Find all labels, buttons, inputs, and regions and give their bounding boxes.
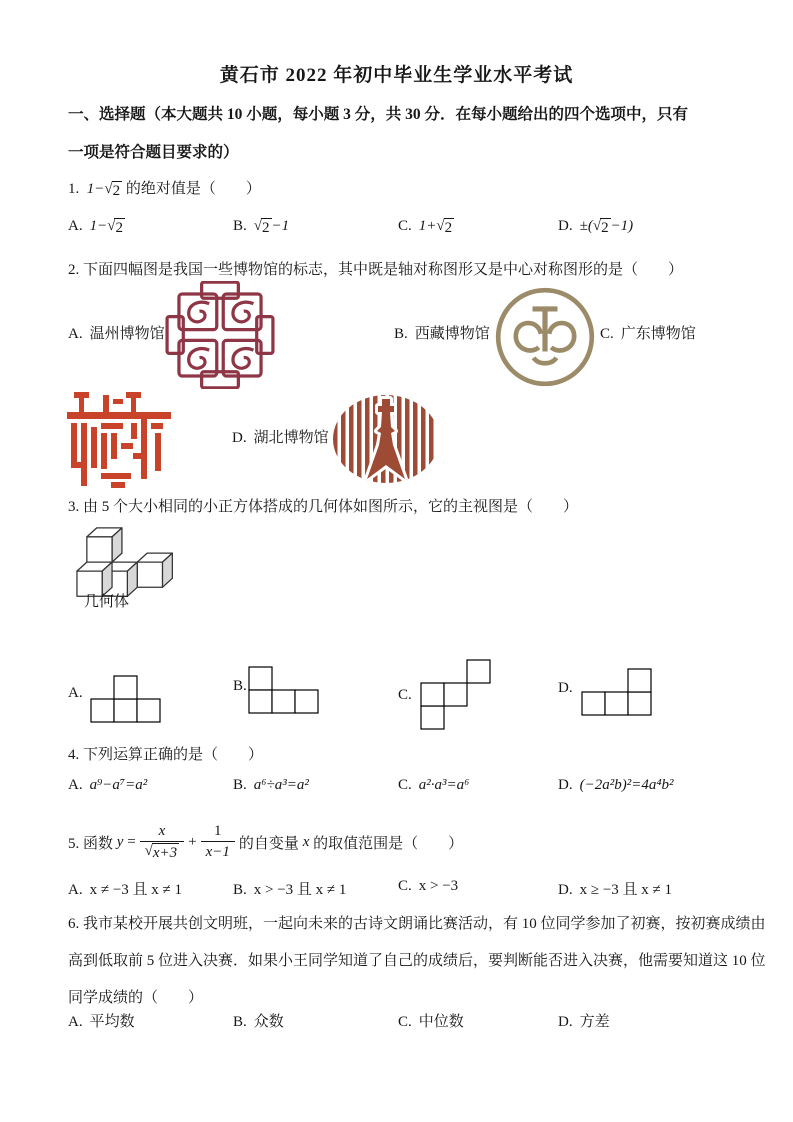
cube-figure-label: 几何体 bbox=[84, 594, 130, 610]
question-5-stem: 5. 函数 y = x √ x+3 + $\frac{1}{x-1}$ 的自变量 x 的取值范围是（ ） bbox=[68, 823, 464, 861]
q3-net-d bbox=[581, 668, 652, 716]
radical-icon: √ bbox=[592, 218, 602, 234]
q3-net-c bbox=[420, 659, 491, 730]
q4-option-c: C. a²·a³=a⁶ bbox=[398, 777, 470, 793]
question-6-line2: 高到低取前 5 位进入决赛．如果小王同学知道了自己的成绩后，要判断能否进入决赛，他需要知道这 10 位 bbox=[68, 953, 766, 969]
radical-icon: √ bbox=[104, 181, 113, 197]
q5-option-d: D. x ≥ −3 且 x ≠ 1 bbox=[558, 882, 673, 898]
q2-option-b: B. 西藏博物馆 bbox=[394, 326, 490, 342]
question-6-line1: 6. 我市某校开展共创文明班，一起向未来的古诗文朗诵比赛活动，有 10 位同学参加了初赛，按初赛成绩由 bbox=[68, 916, 766, 932]
wenzhou-museum-logo-icon bbox=[162, 281, 278, 389]
radical-icon: √ bbox=[107, 218, 116, 234]
q2-option-d: D. 湖北博物馆 bbox=[232, 430, 329, 446]
q4-option-b: B. a⁶÷a³=a² bbox=[233, 777, 309, 793]
cube-geometry-figure bbox=[74, 527, 196, 599]
hubei-museum-logo-icon bbox=[331, 393, 441, 488]
question-1-stem: 1. 1− √ 2 的绝对值是（ ） bbox=[68, 181, 261, 199]
q2-option-a: A. 温州博物馆 bbox=[68, 326, 165, 342]
section-header-line2: 一项是符合题目要求的） bbox=[68, 144, 239, 161]
q4-option-a: A. a⁹−a⁷=a² bbox=[68, 777, 148, 793]
q6-option-b: B. 众数 bbox=[233, 1014, 284, 1030]
question-4-stem: 4. 下列运算正确的是（ ） bbox=[68, 747, 264, 763]
q3-option-c-label: C. bbox=[398, 687, 412, 703]
q4-option-d: D. (−2a²b)²=4a⁴b² bbox=[558, 777, 674, 793]
xizang-museum-logo-icon bbox=[491, 285, 599, 389]
page-title: 黄石市 2022 年初中毕业生学业水平考试 bbox=[219, 65, 574, 86]
q5-option-a: A. x ≠ −3 且 x ≠ 1 bbox=[68, 882, 183, 898]
radical-icon: √ bbox=[253, 218, 262, 234]
q3-net-a bbox=[90, 675, 161, 723]
q1-option-b: B. √ 2 −1 bbox=[233, 218, 290, 236]
q3-option-a-label: A. bbox=[68, 685, 83, 701]
radical-icon: √ bbox=[436, 218, 445, 234]
section-header-line1: 一、选择题（本大题共 10 小题，每小题 3 分，共 30 分．在每小题给出的四个选项中，只有 bbox=[68, 106, 689, 123]
q3-net-b bbox=[248, 666, 319, 714]
question-1-options bbox=[68, 218, 748, 242]
fraction-1: x √ x+3 bbox=[140, 822, 185, 862]
q5-option-c: C. x > −3 bbox=[398, 878, 459, 894]
q3-option-b-label: B. bbox=[233, 678, 247, 694]
q6-option-c: C. 中位数 bbox=[398, 1014, 464, 1030]
q6-option-d: D. 方差 bbox=[558, 1014, 610, 1030]
question-6-options bbox=[68, 1010, 748, 1034]
question-2-stem: 2. 下面四幅图是我国一些博物馆的标志，其中既是轴对称图形又是中心对称图形的是（ ） bbox=[68, 262, 684, 278]
question-3-stem: 3. 由 5 个大小相同的小正方体搭成的几何体如图所示，它的主视图是（ ） bbox=[68, 499, 579, 515]
q2-option-c: C. 广东博物馆 bbox=[600, 326, 696, 342]
radical-icon: √ bbox=[144, 842, 153, 859]
q5-option-b: B. x > −3 且 x ≠ 1 bbox=[233, 882, 347, 898]
question-5-options bbox=[68, 878, 748, 902]
q1-option-a: A. 1− √ 2 bbox=[68, 218, 123, 236]
q3-option-d-label: D. bbox=[558, 680, 573, 696]
q1-option-c: C. 1+ √ 2 bbox=[398, 218, 453, 236]
q1-option-d: D. ±( √ 2 −1) bbox=[558, 218, 634, 236]
sqrt-expression: √ 2 bbox=[104, 181, 121, 199]
question-6-line3: 同学成绩的（ ） bbox=[68, 990, 204, 1006]
question-4-options bbox=[68, 777, 748, 801]
guangdong-museum-logo-icon bbox=[67, 391, 171, 490]
q6-option-a: A. 平均数 bbox=[68, 1014, 135, 1030]
fraction-2: $\frac{1}{x-1}$ bbox=[201, 822, 235, 862]
